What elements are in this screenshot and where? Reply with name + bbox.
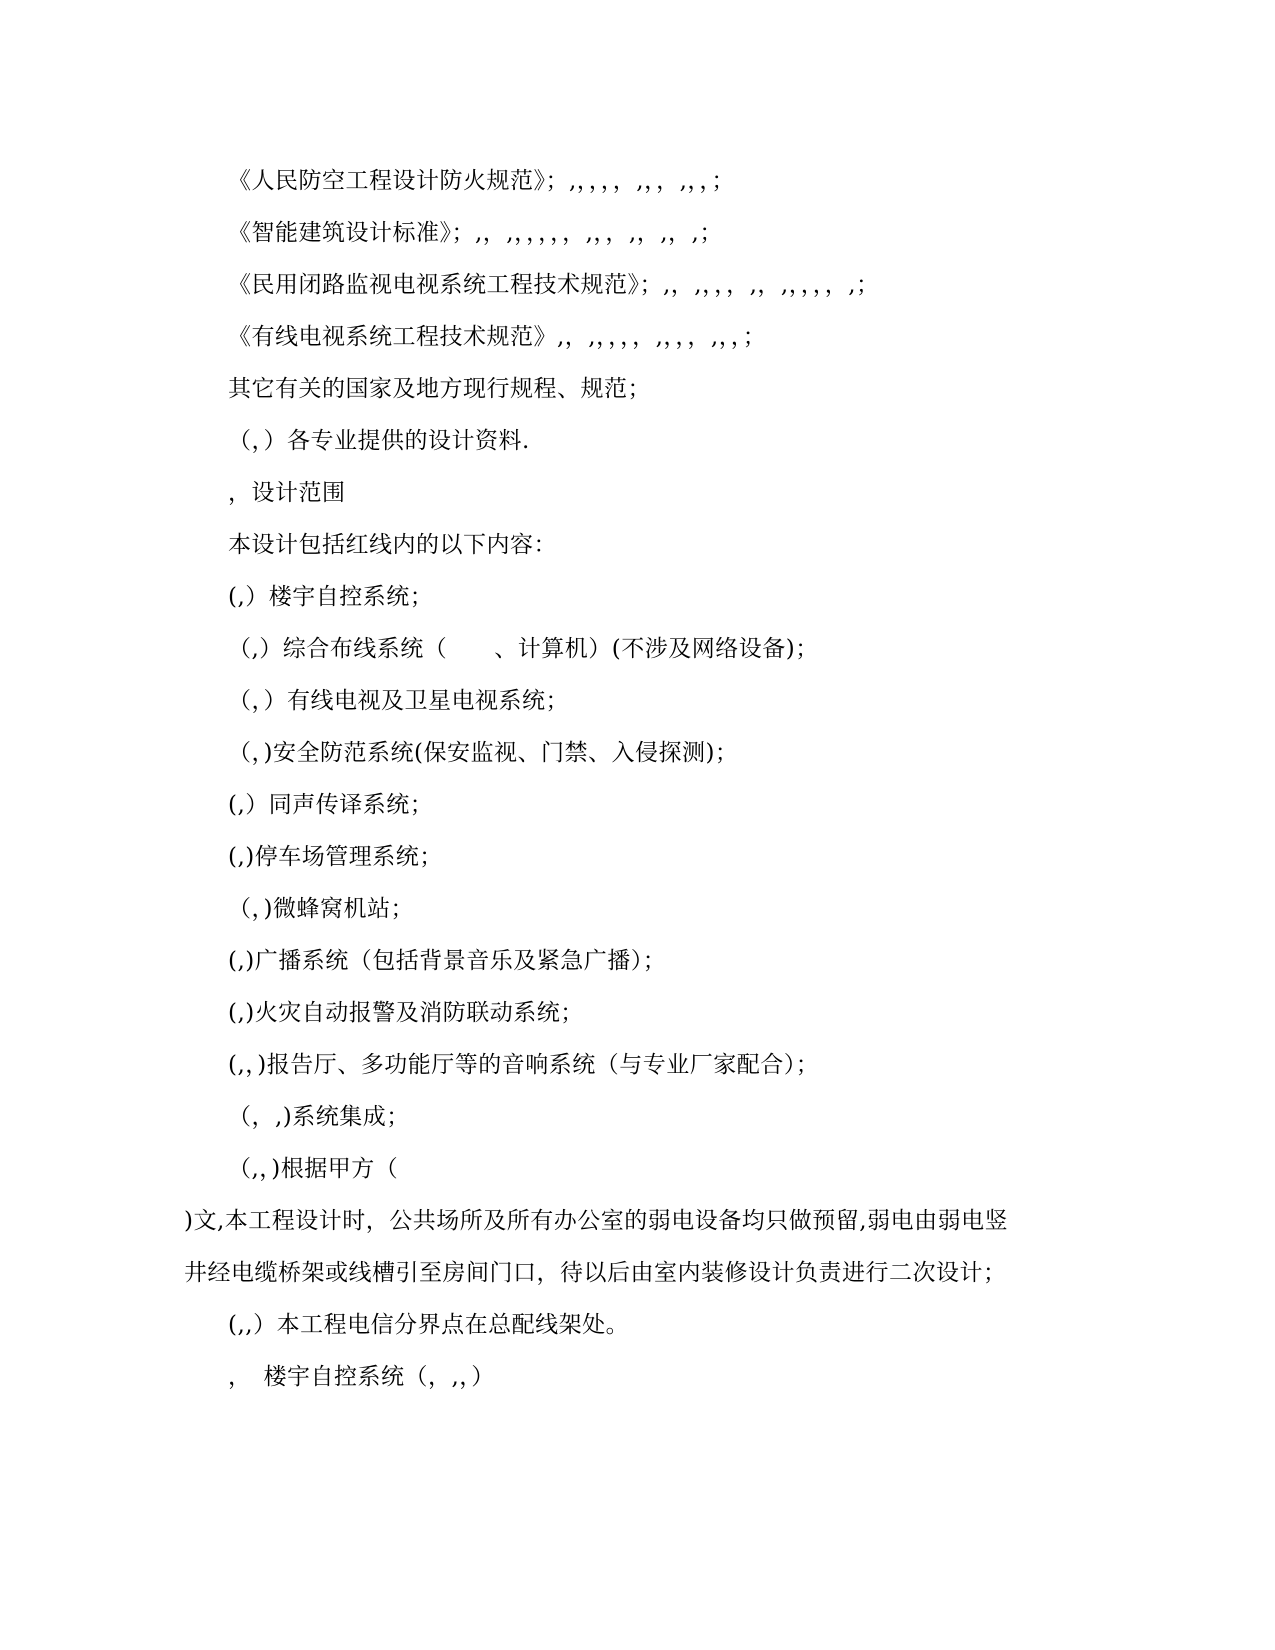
list-item: (,)停车场管理系统； xyxy=(228,844,443,870)
list-item: （，)安全防范系统(保安监视、门禁、入侵探测)； xyxy=(228,740,739,766)
list-item: （，）有线电视及卫星电视系统； xyxy=(228,688,569,714)
section-heading: ，设计范围 xyxy=(228,480,346,506)
list-item: (,,）本工程电信分界点在总配线架处。 xyxy=(228,1312,630,1338)
list-item: (,）楼宇自控系统； xyxy=(228,584,434,610)
section-heading: ， 楼宇自控系统（，,，） xyxy=(228,1364,495,1390)
list-item: （,，)根据甲方（ xyxy=(228,1156,399,1182)
list-item: (,，)报告厅、多功能厅等的音响系统（与专业厂家配合）； xyxy=(228,1052,820,1078)
text-line: )文,本工程设计时，公共场所及所有办公室的弱电设备均只做预留,弱电由弱电竖 xyxy=(184,1208,1009,1234)
list-item: （，)微蜂窝机站； xyxy=(228,896,414,922)
text-line: 《人民防空工程设计防火规范》；,，，，，,，，,，，； xyxy=(228,168,735,194)
text-line: 井经电缆桥架或线槽引至房间门口，待以后由室内装修设计负责进行二次设计； xyxy=(184,1260,1007,1286)
text-line: 本设计包括红线内的以下内容： xyxy=(228,532,557,558)
text-line: 《智能建筑设计标准》；,，,，，，，，,，，,，,，,； xyxy=(228,220,723,246)
list-item: （，,)系统集成； xyxy=(228,1104,410,1130)
list-item: （,）综合布线系统（ 、计算机）(不涉及网络设备)； xyxy=(228,636,819,662)
text-line: 《民用闭路监视电视系统工程技术规范》；,，,，，，,，,，，，，,； xyxy=(228,272,880,298)
list-item: (,)火灾自动报警及消防联动系统； xyxy=(228,1000,584,1026)
list-item: (,）同声传译系统； xyxy=(228,792,434,818)
text-line: 《有线电视系统工程技术规范》,，,，，，，,，，，,，，； xyxy=(228,324,767,350)
text-line: （，）各专业提供的设计资料. xyxy=(228,428,530,454)
list-item: (,)广播系统（包括背景音乐及紧急广播）； xyxy=(228,948,667,974)
text-line: 其它有关的国家及地方现行规程、规范； xyxy=(228,376,651,402)
